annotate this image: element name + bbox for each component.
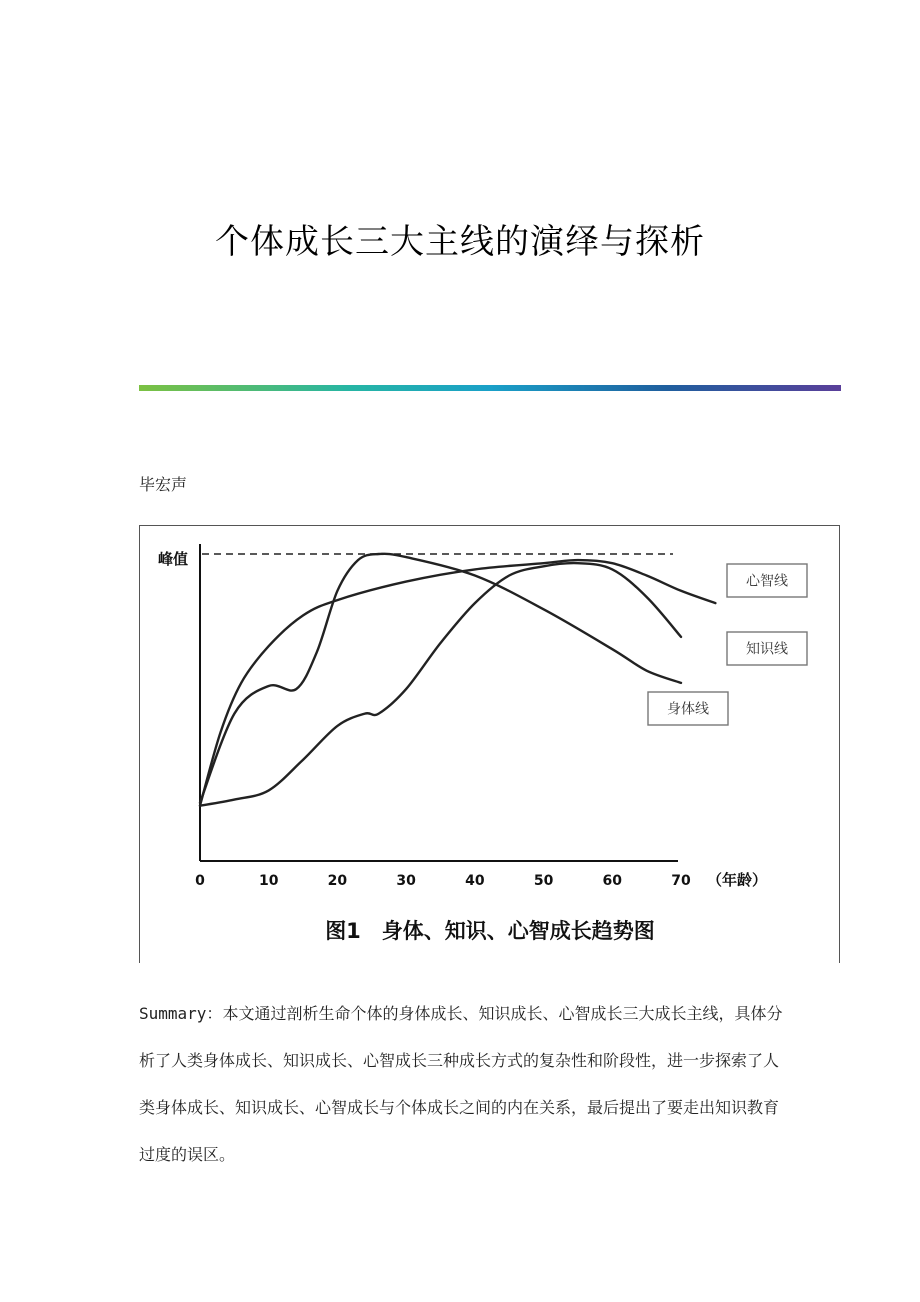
legend-label-2: 知识线 (746, 641, 788, 658)
x-tick-label: 20 (327, 873, 348, 889)
x-tick-label: 50 (533, 873, 554, 889)
x-axis-label: （年龄） (707, 871, 768, 889)
y-axis-label: 峰值 (158, 550, 189, 568)
legend-label-3: 身体线 (667, 701, 709, 718)
figure-caption: 图1 身体、知识、心智成长趋势图 (325, 919, 655, 943)
summary-text: 本文通过剖析生命个体的身体成长、知识成长、心智成长三大成长主线，具体分析了人类身体成长、知识成长、心智成长三种成长方式的复杂性和阶段性，进一步探索了人类身体成长、知识成长、心智成长与个体成长之间的内在关系，最后提出了要走出知识教育过度的误区。 (139, 1004, 783, 1164)
summary-label: Summary： (139, 1004, 223, 1023)
title-divider (139, 385, 841, 391)
figure-growth-trend (139, 525, 840, 963)
x-tick-label: 60 (602, 873, 623, 889)
growth-trend-chart (140, 526, 840, 963)
legend-label-1: 心智线 (746, 573, 788, 590)
x-tick-label: 10 (258, 873, 279, 889)
series-line-1 (200, 560, 715, 806)
author-name: 毕宏声 (139, 475, 188, 494)
paper-title: 个体成长三大主线的演绎与探析 (215, 222, 705, 262)
x-tick-label: 40 (465, 873, 485, 889)
x-tick-label: 0 (195, 873, 205, 889)
summary-paragraph (139, 990, 789, 1178)
series-line-2 (200, 554, 681, 803)
x-tick-label: 70 (671, 873, 691, 889)
x-tick-label: 30 (396, 873, 416, 889)
